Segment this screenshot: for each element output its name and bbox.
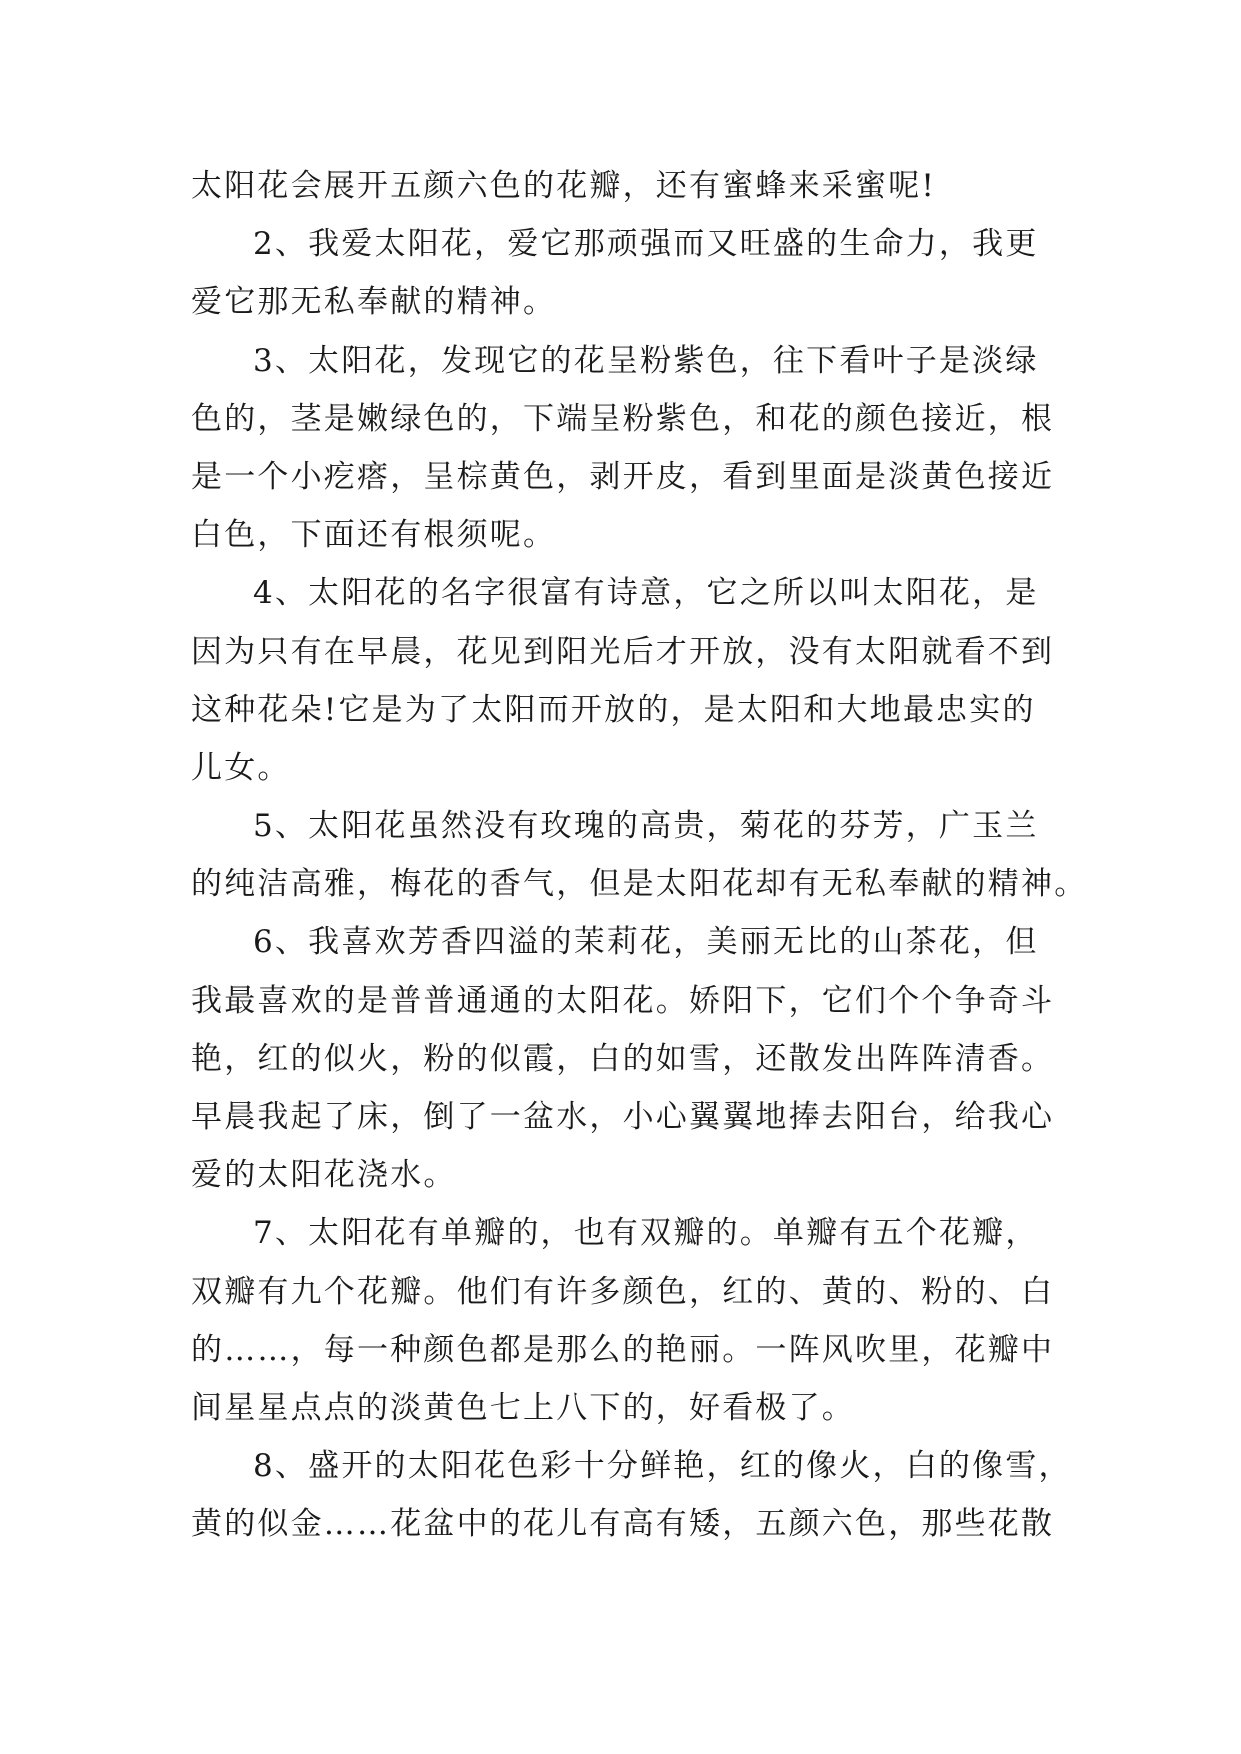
text-line-8: 4、太阳花的名字很富有诗意，它之所以叫太阳花，是 [253, 575, 1039, 612]
text-line-24: 黄的似金……花盆中的花儿有高有矮，五颜六色，那些花散 [191, 1506, 1055, 1543]
text-line-16: 艳，红的似火，粉的似霞，白的如雪，还散发出阵阵清香。 [191, 1040, 1055, 1077]
text-line-20: 双瓣有九个花瓣。他们有许多颜色，红的、黄的、粉的、白 [191, 1273, 1055, 1310]
text-line-23: 8、盛开的太阳花色彩十分鲜艳，红的像火，白的像雪， [253, 1448, 1072, 1485]
text-line-1: 太阳花会展开五颜六色的花瓣，还有蜜蜂来采蜜呢! [191, 168, 937, 204]
text-line-15: 我最喜欢的是普普通通的太阳花。娇阳下，它们个个争奇斗 [191, 982, 1055, 1019]
text-line-4: 3、太阳花，发现它的花呈粉紫色，往下看叶子是淡绿 [253, 342, 1039, 379]
text-line-22: 间星星点点的淡黄色七上八下的，好看极了。 [191, 1389, 855, 1426]
text-line-17: 早晨我起了床，倒了一盆水，小心翼翼地捧去阳台，给我心 [191, 1099, 1055, 1135]
text-line-9: 因为只有在早晨，花见到阳光后才开放，没有太阳就看不到 [191, 633, 1055, 670]
text-line-21: 的……，每一种颜色都是那么的艳丽。一阵风吹里，花瓣中 [191, 1331, 1055, 1368]
text-line-11: 儿女。 [191, 749, 291, 786]
text-line-10: 这种花朵!它是为了太阳而开放的，是太阳和大地最忠实的 [191, 691, 1036, 728]
text-line-13: 的纯洁高雅，梅花的香气，但是太阳花却有无私奉献的精神。 [191, 866, 1088, 903]
text-line-3: 爱它那无私奉献的精神。 [191, 284, 557, 321]
text-line-19: 7、太阳花有单瓣的，也有双瓣的。单瓣有五个花瓣， [253, 1215, 1039, 1252]
document-body [191, 157, 1088, 1554]
text-line-7: 白色，下面还有根须呢。 [191, 517, 557, 554]
text-line-18: 爱的太阳花浇水。 [191, 1157, 457, 1194]
text-line-5: 色的，茎是嫩绿色的，下端呈粉紫色，和花的颜色接近，根 [191, 400, 1055, 437]
text-line-2: 2、我爱太阳花，爱它那顽强而又旺盛的生命力，我更 [253, 226, 1039, 263]
text-line-6: 是一个小疙瘩，呈棕黄色，剥开皮，看到里面是淡黄色接近 [191, 458, 1055, 495]
text-line-12: 5、太阳花虽然没有玫瑰的高贵，菊花的芬芳，广玉兰 [253, 808, 1039, 845]
text-line-14: 6、我喜欢芳香四溢的茉莉花，美丽无比的山茶花，但 [253, 924, 1039, 961]
